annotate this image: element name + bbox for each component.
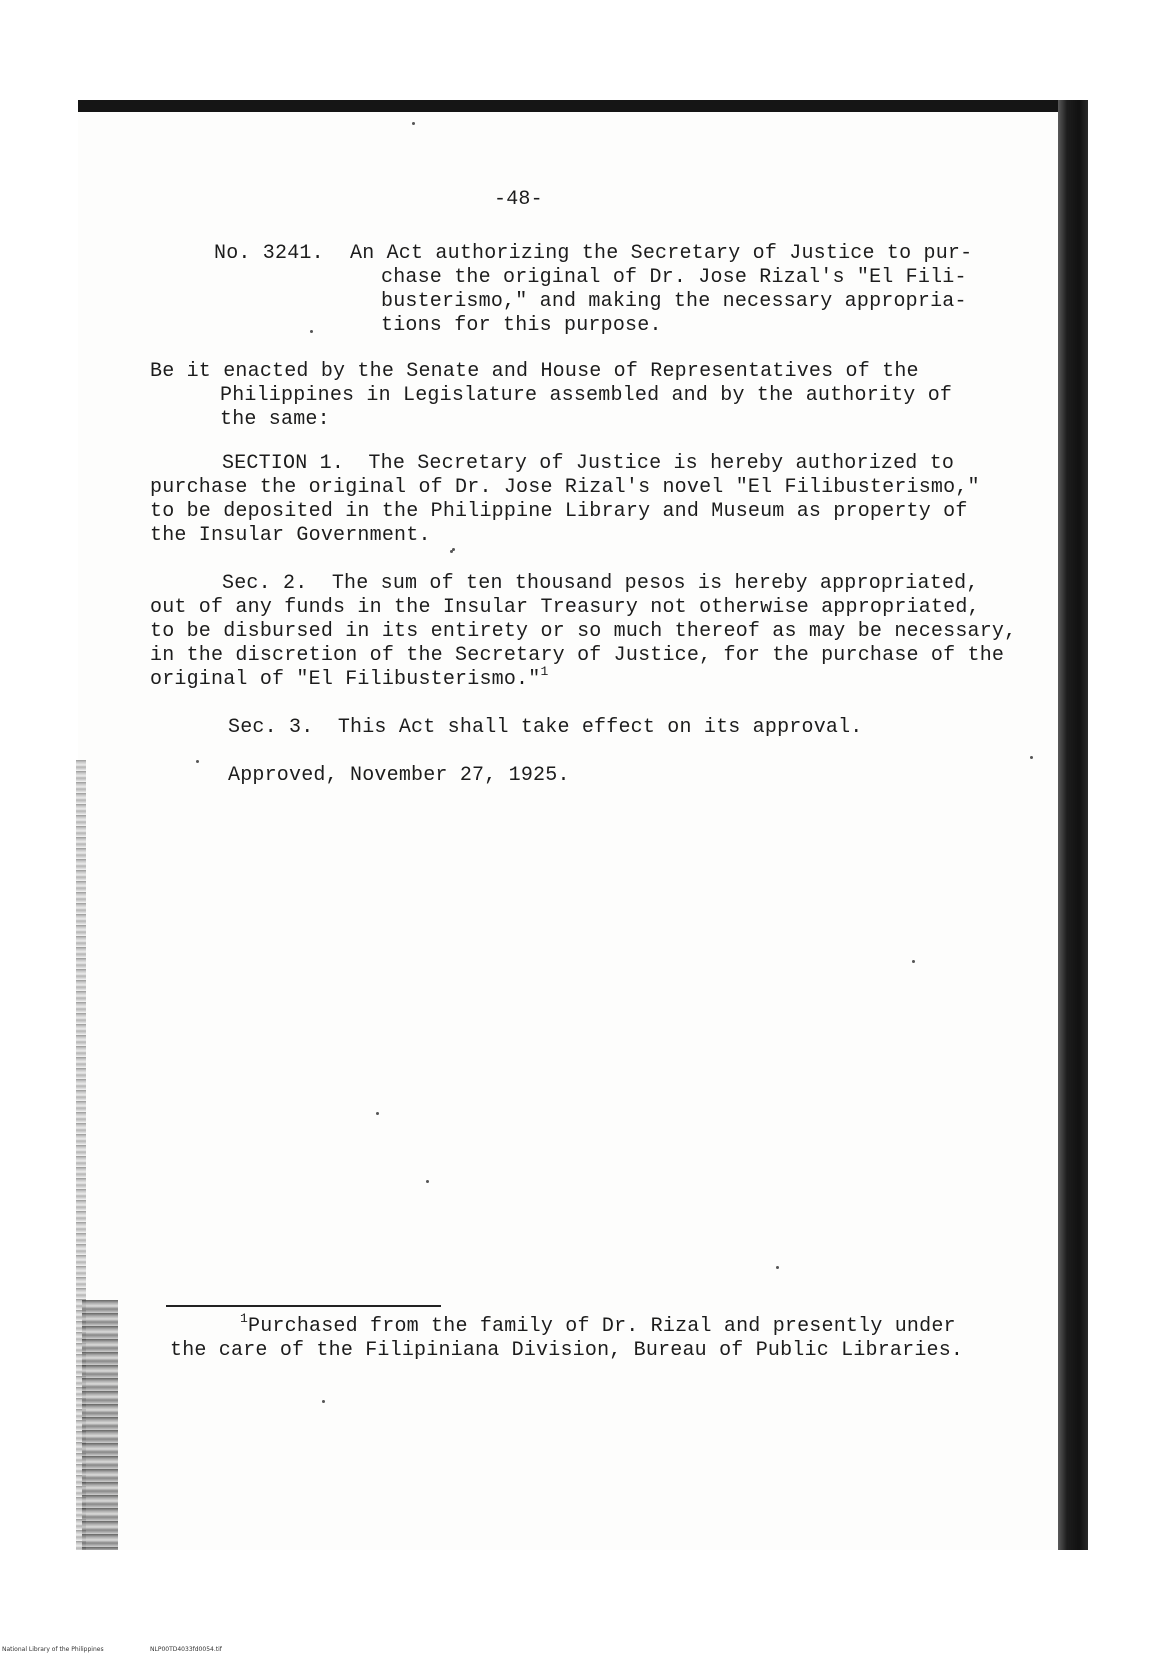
footnote-text: Purchased from the family of Dr. Rizal and presently under <box>248 1315 956 1338</box>
section-3: Sec. 3. This Act shall take effect on its approval. <box>228 716 863 739</box>
footnote-separator <box>166 1305 441 1307</box>
scan-speck <box>196 760 199 763</box>
act-title-line: An Act authorizing the Secretary of Justice to pur- <box>350 242 973 265</box>
scan-right-edge <box>1058 100 1088 1550</box>
act-number: No. 3241. <box>214 242 324 265</box>
enacting-clause-line: Philippines in Legislature assembled and by the authority of <box>220 384 953 407</box>
section-1-line: SECTION 1. The Secretary of Justice is hereby authorized to <box>222 452 955 475</box>
scan-speck <box>1030 756 1033 759</box>
scan-speck <box>412 122 415 125</box>
scan-file-label: NLP00TD4033fd0054.tif <box>150 1646 222 1653</box>
section-2-line: in the discretion of the Secretary of Justice, for the purchase of the <box>150 644 1005 667</box>
scan-speck <box>322 1400 325 1403</box>
enacting-clause-line: the same: <box>220 408 330 431</box>
act-title-line: busterismo," and making the necessary appropria- <box>381 290 967 313</box>
section-2-line-text: original of "El Filibusterismo." <box>150 668 541 691</box>
enacting-clause-line: Be it enacted by the Senate and House of Representatives of the <box>150 360 919 383</box>
scan-speck <box>426 1180 429 1183</box>
footnote-line <box>240 1311 956 1340</box>
section-2-line: out of any funds in the Insular Treasury not otherwise appropriated, <box>150 596 980 619</box>
scan-speck <box>310 330 313 333</box>
scan-left-blotch <box>82 1300 118 1550</box>
act-title-line: tions for this purpose. <box>381 314 662 337</box>
act-title-line: chase the original of Dr. Jose Rizal's "El Fili- <box>381 266 967 289</box>
footnote-mark: 1 <box>240 1311 249 1326</box>
section-1-line: purchase the original of Dr. Jose Rizal's novel "El Filibusterismo," <box>150 476 980 499</box>
scan-speck <box>776 1266 779 1269</box>
page-number: -48- <box>494 188 543 211</box>
section-2-line: to be disbursed in its entirety or so much thereof as may be necessary, <box>150 620 1017 643</box>
footnote-line: the care of the Filipiniana Division, Bureau of Public Libraries. <box>170 1339 964 1362</box>
approval-date: Approved, November 27, 1925. <box>228 764 570 787</box>
section-1-line: the Insular Government. <box>150 524 431 547</box>
scan-top-border <box>78 100 1088 112</box>
scan-speck <box>376 1112 379 1115</box>
section-2-line-last <box>150 664 549 693</box>
scan-source-label: National Library of the Philippines <box>2 1646 104 1653</box>
scan-speck <box>452 548 455 551</box>
scan-speck <box>912 960 915 963</box>
section-1-line: to be deposited in the Philippine Library and Museum as property of <box>150 500 968 523</box>
footnote-reference: 1 <box>540 664 549 679</box>
section-2-line: Sec. 2. The sum of ten thousand pesos is hereby appropriated, <box>222 572 979 595</box>
